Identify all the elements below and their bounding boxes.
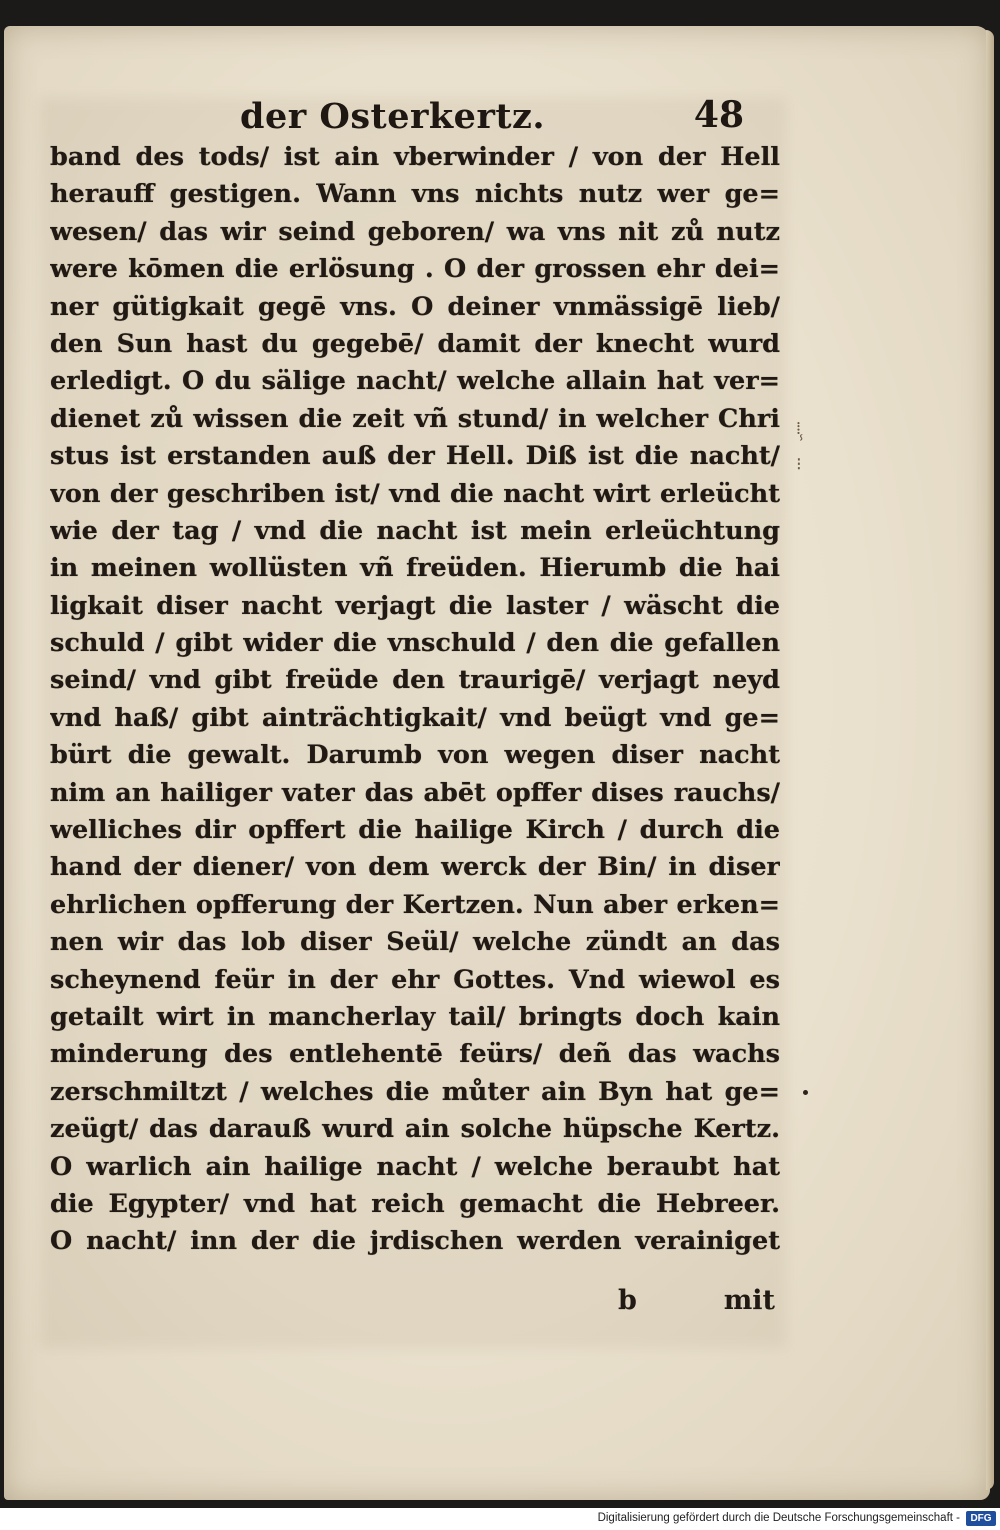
- text-line: getailt wirt in mancherlay tail/ bringts doch kain: [50, 1001, 780, 1032]
- text-line: zerschmiltzt / welches die můter ain Byn hat ge=: [50, 1076, 780, 1107]
- text-line: die Egypter/ vnd hat reich gemacht die Hebreer.: [50, 1188, 780, 1219]
- text-line: dienet zů wissen die zeit vñ stund/ in welcher Chri: [50, 403, 780, 434]
- dfg-logo: DFG: [966, 1511, 996, 1526]
- text-line: den Sun hast du gegebē/ damit der knecht wurd: [50, 328, 780, 359]
- text-line: ehrlichen opfferung der Kertzen. Nun aber erken=: [50, 889, 780, 920]
- catchword: mit: [723, 1285, 775, 1316]
- text-line: bürt die gewalt. Darumb von wegen diser nacht: [50, 740, 780, 771]
- text-line: erledigt. O du sälige nacht/ welche allain hat ver=: [50, 366, 780, 397]
- page-edge: [986, 30, 994, 1490]
- text-line: herauff gestigen. Wann vns nichts nutz wer ge=: [50, 179, 780, 210]
- text-line: vnd haß/ gibt ainträchtigkait/ vnd beügt vnd ge=: [50, 702, 780, 733]
- text-line: wie der tag / vnd die nacht ist mein erleüchtung: [50, 515, 780, 546]
- text-line: schuld / gibt wider die vnschuld / den die gefallen: [50, 628, 780, 659]
- page-number: 48: [693, 94, 744, 136]
- text-line: von der geschriben ist/ vnd die nacht wirt erleücht: [50, 478, 780, 509]
- text-line: stus ist erstanden auß der Hell. Diß ist die nacht/: [50, 441, 780, 472]
- text-line: zeügt/ das darauß wurd ain solche hüpsche Kertz.: [50, 1114, 780, 1145]
- footer-bar: [0, 1508, 1000, 1530]
- text-line: O nacht/ inn der die jrdischen werden verainiget: [50, 1226, 780, 1257]
- text-line: O warlich ain hailige nacht / welche beraubt hat: [50, 1151, 780, 1182]
- text-line: scheynend feür in der ehr Gottes. Vnd wiewol es: [50, 964, 780, 995]
- text-line: nen wir das lob diser Seül/ welche zündt an das: [50, 927, 780, 958]
- signature-mark: b: [618, 1285, 637, 1316]
- text-line: were kōmen die erlösung . O der grossen ehr dei=: [50, 254, 780, 285]
- text-line: wesen/ das wir seind geboren/ wa vns nit zů nutz: [50, 216, 780, 247]
- text-line: hand der diener/ von dem werck der Bin/ in diser: [50, 852, 780, 883]
- text-line: ligkait diser nacht verjagt die laster / wäscht die: [50, 590, 780, 621]
- text-line: in meinen wollüsten vñ freüden. Hierumb die hai: [50, 553, 780, 584]
- text-line: ner gütigkait gegē vns. O deiner vnmässigē lieb/: [50, 291, 780, 322]
- text-line: band des tods/ ist ain vberwinder / von der Hell: [50, 142, 780, 172]
- margin-bleed-marks: ⁞ ⸯ ⁝: [796, 418, 807, 475]
- funding-credit: Digitalisierung gefördert durch die Deutsche Forschungsgemeinschaft -: [597, 1512, 960, 1524]
- running-head: der Osterkertz.: [240, 96, 546, 137]
- text-line: nim an hailiger vater das abēt opffer dises rauchs/: [50, 777, 780, 808]
- ink-speck: [803, 1090, 808, 1095]
- body-text: [50, 139, 780, 1261]
- catch-row: [610, 1285, 775, 1325]
- text-line: welliches dir opffert die hailige Kirch / durch die: [50, 815, 780, 846]
- text-line: minderung des entlehentē feürs/ deñ das wachs: [50, 1039, 780, 1070]
- text-line: seind/ vnd gibt freüde den traurigē/ verjagt neyd: [50, 665, 780, 696]
